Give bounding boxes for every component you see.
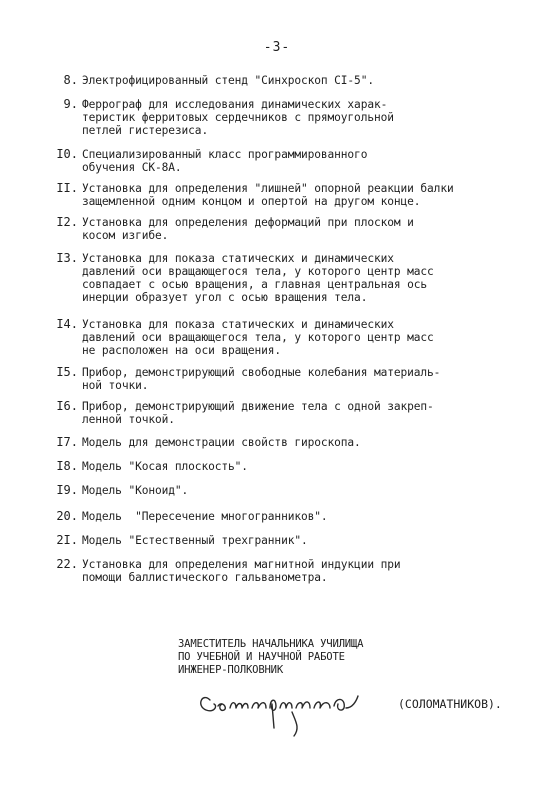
signatory-name: (СОЛОМАТНИКОВ). xyxy=(398,697,502,711)
item-text: Установка для определения магнитной индукции при помощи баллистического гальванометра. xyxy=(82,558,401,584)
item-text: Феррограф для исследования динамических харак- теристик ферритовых сердечников с прямоугольной петлей гистерезиса. xyxy=(82,98,394,137)
item-number: I5. xyxy=(56,365,78,379)
item-number: I9. xyxy=(56,483,78,497)
item-number: 9. xyxy=(63,97,78,111)
item-text: Модель "Коноид". xyxy=(82,484,189,497)
item-text: Модель "Пересечение многогранников". xyxy=(82,510,328,523)
item-text: Прибор, демонстрирующий движение тела с одной закреп- ленной точкой. xyxy=(82,400,434,426)
item-number: I7. xyxy=(56,435,78,449)
item-number: I3. xyxy=(56,251,78,265)
page-number: -3- xyxy=(263,40,291,55)
item-text: Модель для демонстрации свойств гироскопа. xyxy=(82,436,361,449)
item-number: 20. xyxy=(56,509,78,523)
item-text: Модель "Естественный трехгранник". xyxy=(82,534,308,547)
item-number: 22. xyxy=(56,557,78,571)
item-text: Установка для определения деформаций при плоском и косом изгибе. xyxy=(82,216,414,242)
item-text: Прибор, демонстрирующий свободные колебания материаль- ной точки. xyxy=(82,366,441,392)
item-text: Установка для определения "лишней" опорной реакции балки защемленной одним концом и опертой на другом конце. xyxy=(82,182,454,208)
item-number: I6. xyxy=(56,399,78,413)
item-text: Специализированный класс программированного обучения СК-8А. xyxy=(82,148,368,174)
item-number: II. xyxy=(56,181,78,195)
item-number: I2. xyxy=(56,215,78,229)
item-number: I0. xyxy=(56,147,78,161)
item-number: I4. xyxy=(56,317,78,331)
item-number: 8. xyxy=(63,73,78,87)
item-number: I8. xyxy=(56,459,78,473)
item-text: Установка для показа статических и динамических давлений оси вращающегося тела, у которого центр масс не расположен на оси вращения. xyxy=(82,318,434,357)
item-text: Модель "Косая плоскость". xyxy=(82,460,248,473)
signatory-title: ЗАМЕСТИТЕЛЬ НАЧАЛЬНИКА УЧИЛИЩА ПО УЧЕБНОЙ И НАУЧНОЙ РАБОТЕ ИНЖЕНЕР-ПОЛКОВНИК xyxy=(178,638,364,676)
item-text: Установка для показа статических и динамических давлений оси вращающегося тела, у которого центр масс совпадает с осью вращения, а главная центральная ось инерции образует угол с осью вращения тела. xyxy=(82,252,434,304)
handwritten-signature xyxy=(196,682,376,742)
item-number: 2I. xyxy=(56,533,78,547)
item-text: Электрофицированный стенд "Синхроскоп СI-5". xyxy=(82,74,374,87)
